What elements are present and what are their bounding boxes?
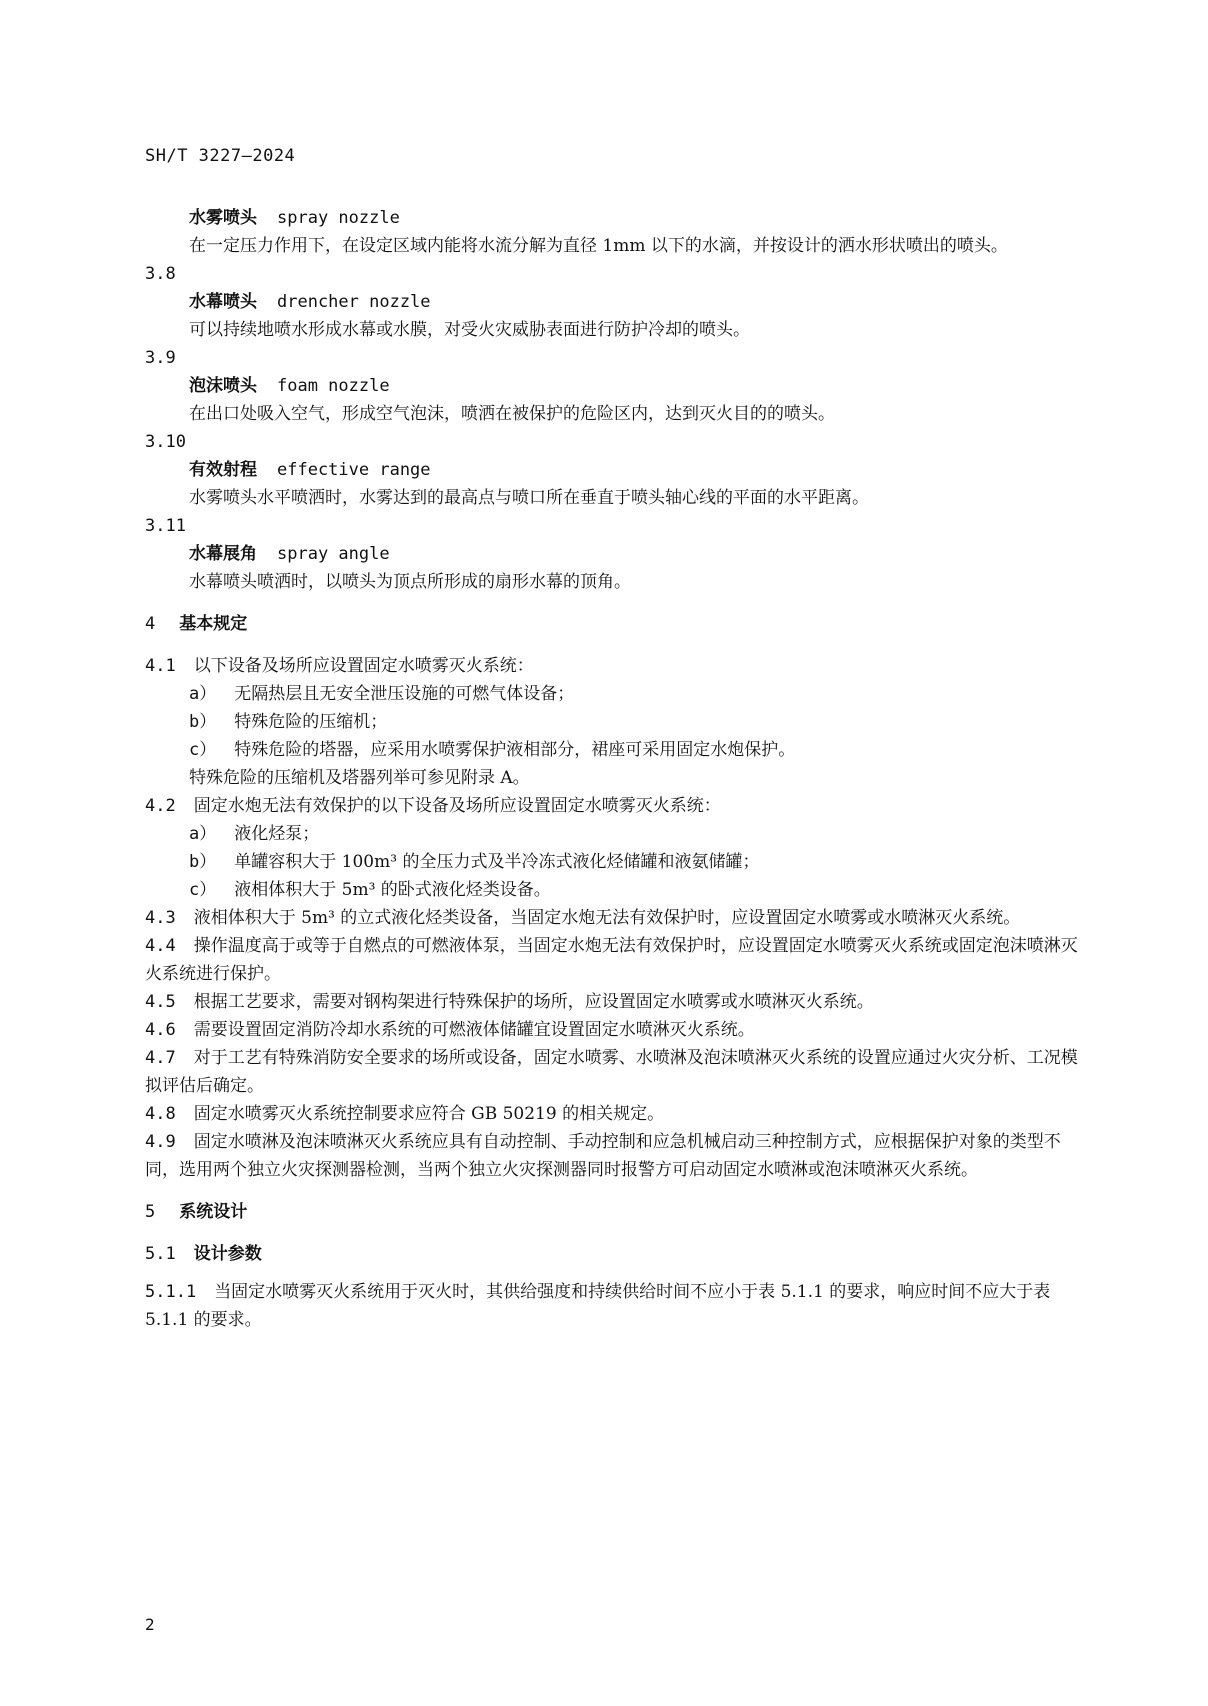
list-item: [145, 848, 1080, 876]
subsection-heading: [145, 1240, 1080, 1268]
clause-number: 4.1: [145, 656, 176, 676]
clause-text: 需要设置固定消防冷却水系统的可燃液体储罐宜设置固定水喷淋灭火系统。: [193, 1020, 755, 1040]
clause-note: 特殊危险的压缩机及塔器列举可参见附录 A。: [189, 768, 530, 788]
term-number: 3.9: [145, 348, 176, 368]
clause-text: 固定水喷雾灭火系统控制要求应符合 GB 50219 的相关规定。: [193, 1104, 665, 1124]
clause-text: 液相体积大于 5m³ 的立式液化烃类设备，当固定水炮无法有效保护时，应设置固定水喷雾或水喷淋灭火系统。: [193, 908, 1021, 928]
clause-4-6: [145, 1016, 1080, 1044]
list-marker: c）: [189, 880, 217, 900]
clause-4-4: [145, 932, 1080, 988]
term-definition: 在出口处吸入空气，形成空气泡沫，喷洒在被保护的危险区内，达到灭火目的的喷头。: [189, 404, 835, 424]
clause-number: 4.6: [145, 1020, 176, 1040]
term-heading: [145, 372, 1080, 400]
clause-number: 4.7: [145, 1048, 176, 1068]
section-number: 4: [145, 614, 156, 634]
term-zh: 水雾喷头: [189, 208, 257, 228]
clause-number: 4.8: [145, 1104, 176, 1124]
clause-4-1: [145, 652, 1080, 680]
clause-number: 4.3: [145, 908, 176, 928]
term-en: spray nozzle: [277, 208, 400, 228]
term-number: 3.10: [145, 432, 186, 452]
section-number: 5: [145, 1202, 156, 1222]
list-text: 液化烃泵；: [234, 824, 320, 844]
term-en: foam nozzle: [277, 376, 390, 396]
clause-number: 4.2: [145, 796, 176, 816]
term-en: spray angle: [277, 544, 390, 564]
clause-4-3: [145, 904, 1080, 932]
clause-text: 固定水炮无法有效保护的以下设备及场所应设置固定水喷雾灭火系统：: [193, 796, 721, 816]
page-number: 2: [145, 1615, 155, 1634]
term-definition: 水雾喷头水平喷洒时，水雾达到的最高点与喷口所在垂直于喷头轴心线的平面的水平距离。: [189, 488, 869, 508]
term-heading: [145, 540, 1080, 568]
list-marker: c）: [189, 740, 217, 760]
section-heading: [145, 610, 1080, 638]
list-item: [145, 820, 1080, 848]
term-heading: [145, 456, 1080, 484]
term-zh: 泡沫喷头: [189, 376, 257, 396]
clause-text: 对于工艺有特殊消防安全要求的场所或设备，固定水喷雾、水喷淋及泡沫喷淋灭火系统的设置应通过火灾分析、工况模拟评估后确定。: [145, 1048, 1078, 1096]
list-marker: a）: [189, 824, 217, 844]
subsection-number: 5.1: [145, 1244, 176, 1264]
clause-number: 4.5: [145, 992, 176, 1012]
term-heading: [145, 288, 1080, 316]
list-text: 特殊危险的压缩机；: [234, 712, 388, 732]
list-text: 单罐容积大于 100m³ 的全压力式及半冷冻式液化烃储罐和液氨储罐；: [234, 852, 760, 872]
list-item: [145, 708, 1080, 736]
clause-number: 5.1.1: [145, 1282, 197, 1302]
term-heading: [145, 204, 1080, 232]
term-en: effective range: [277, 460, 431, 480]
term-zh: 有效射程: [189, 460, 257, 480]
list-item: [145, 680, 1080, 708]
term-number: 3.11: [145, 516, 186, 536]
term-number: 3.8: [145, 264, 176, 284]
clause-text: 固定水喷淋及泡沫喷淋灭火系统应具有自动控制、手动控制和应急机械启动三种控制方式，应根据保护对象的类型不同，选用两个独立火灾探测器检测，当两个独立火灾探测器同时报警方可启动固定水喷淋或泡沫喷淋灭火系统。: [145, 1132, 1061, 1180]
term-definition: 在一定压力作用下，在设定区域内能将水流分解为直径 1mm 以下的水滴，并按设计的洒水形状喷出的喷头。: [189, 236, 1008, 256]
list-item: [145, 736, 1080, 764]
clause-4-7: [145, 1044, 1080, 1100]
clause-number: 4.4: [145, 936, 176, 956]
list-text: 特殊危险的塔器，应采用水喷雾保护液相部分，裙座可采用固定水炮保护。: [234, 740, 796, 760]
clause-4-5: [145, 988, 1080, 1016]
list-marker: a）: [189, 684, 217, 704]
clause-text: 根据工艺要求，需要对钢构架进行特殊保护的场所，应设置固定水喷雾或水喷淋灭火系统。: [193, 992, 874, 1012]
term-definition: 水幕喷头喷洒时，以喷头为顶点所形成的扇形水幕的顶角。: [189, 572, 631, 592]
document-body: [145, 204, 1080, 1334]
clause-text: 以下设备及场所应设置固定水喷雾灭火系统：: [193, 656, 534, 676]
section-title: 系统设计: [179, 1202, 248, 1222]
clause-5-1-1: [145, 1278, 1080, 1334]
subsection-title: 设计参数: [193, 1244, 262, 1264]
term-en: drencher nozzle: [277, 292, 431, 312]
term-zh: 水幕喷头: [189, 292, 257, 312]
list-text: 无隔热层且无安全泄压设施的可燃气体设备；: [234, 684, 575, 704]
section-heading: [145, 1198, 1080, 1226]
clause-4-8: [145, 1100, 1080, 1128]
document-id-header: SH/T 3227—2024: [145, 146, 296, 166]
clause-4-2: [145, 792, 1080, 820]
clause-text: 当固定水喷雾灭火系统用于灭火时，其供给强度和持续供给时间不应小于表 5.1.1 的要求，响应时间不应大于表 5.1.1 的要求。: [145, 1282, 1051, 1330]
term-definition: 可以持续地喷水形成水幕或水膜，对受火灾威胁表面进行防护冷却的喷头。: [189, 320, 750, 340]
list-text: 液相体积大于 5m³ 的卧式液化烃类设备。: [234, 880, 551, 900]
list-marker: b）: [189, 712, 217, 732]
term-zh: 水幕展角: [189, 544, 257, 564]
list-item: [145, 876, 1080, 904]
section-title: 基本规定: [179, 614, 248, 634]
clause-text: 操作温度高于或等于自燃点的可燃液体泵，当固定水炮无法有效保护时，应设置固定水喷雾灭火系统或固定泡沫喷淋灭火系统进行保护。: [145, 936, 1078, 984]
clause-number: 4.9: [145, 1132, 176, 1152]
clause-4-9: [145, 1128, 1080, 1184]
list-marker: b）: [189, 852, 217, 872]
